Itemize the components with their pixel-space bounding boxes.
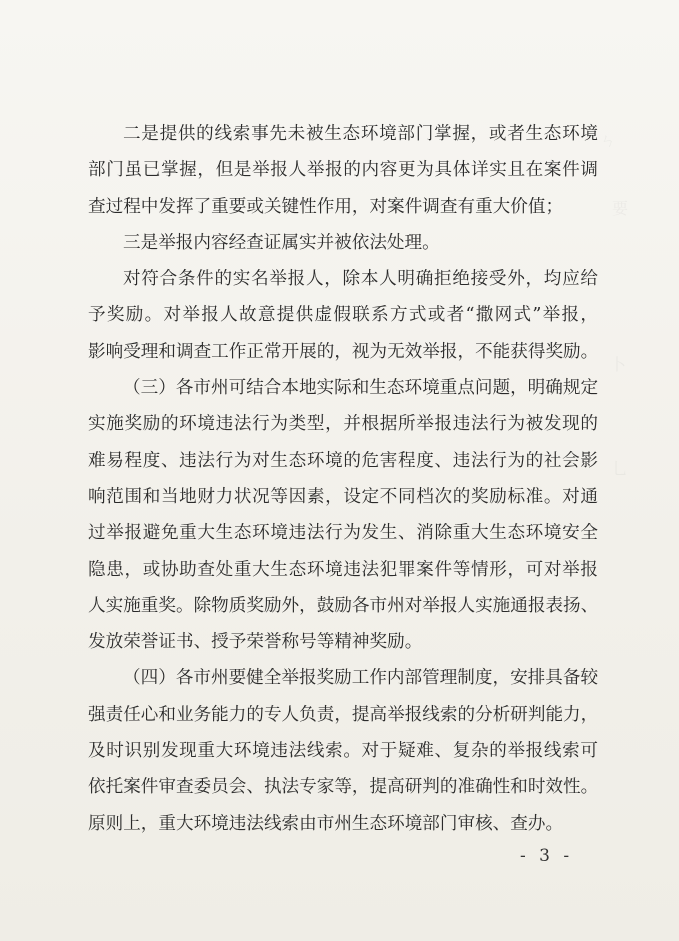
text-line: （四）各市州要健全举报奖励工作内部管理制度，安排具备较	[123, 668, 599, 689]
text-line: 隐患，或协助查处重大生态环境违法犯罪案件等情形，可对举报	[88, 559, 598, 580]
text-line: 三是举报内容经查证属实并被依法处理。	[123, 232, 440, 253]
page-number: - 3 -	[520, 846, 574, 866]
text-line: 对符合条件的实名举报人，除本人明确拒绝接受外，均应给	[123, 269, 598, 290]
text-line: 依托案件审查委员会、执法专家等，提高研判的准确性和时效性。	[88, 777, 599, 798]
text-line: 过举报避免重大生态环境违法行为发生、消除重大生态环境安全	[88, 523, 598, 544]
text-line: 实施奖励的环境违法行为类型，并根据所举报违法行为被发现的	[88, 414, 598, 435]
text-line: 影响受理和调查工作正常开展的，视为无效举报，不能获得奖励。	[88, 341, 599, 362]
bleed-through-mark: 要	[612, 199, 629, 218]
bleed-through-mark: 卜	[610, 355, 627, 374]
text-line: 难易程度、违法行为对生态环境的危害程度、违法行为的社会影	[88, 450, 598, 471]
text-line: 人实施重奖。除物质奖励外，鼓励各市州对举报人实施通报表扬、	[88, 595, 599, 616]
text-line: 查过程中发挥了重要或关键性作用，对案件调查有重大价值；	[88, 196, 564, 217]
text-line: 二是提供的线索事先未被生态环境部门掌握，或者生态环境	[123, 124, 598, 144]
text-line: 发放荣誉证书、授予荣誉称号等精神奖励。	[88, 632, 423, 653]
text-line: 及时识别发现重大环境违法线索。对于疑难、复杂的举报线索可	[88, 741, 598, 762]
text-line: 予奖励。对举报人故意提供虚假联系方式或者“撒网式”举报，	[88, 305, 598, 326]
text-line: 部门虽已掌握，但是举报人举报的内容更为具体详实且在案件调	[88, 160, 598, 181]
bleed-through-mark: ㄣ	[600, 131, 617, 150]
document-body	[88, 116, 598, 842]
text-line: （三）各市州可结合本地实际和生态环境重点问题，明确规定	[123, 378, 599, 399]
text-line: 强责任心和业务能力的专人负责，提高举报线索的分析研判能力，	[88, 704, 599, 725]
text-line: 原则上，重大环境违法线索由市州生态环境部门审核、查办。	[88, 813, 564, 834]
bleed-through-mark: 乚	[612, 459, 629, 478]
text-line: 响范围和当地财力状况等因素，设定不同档次的奖励标准。对通	[88, 486, 598, 507]
